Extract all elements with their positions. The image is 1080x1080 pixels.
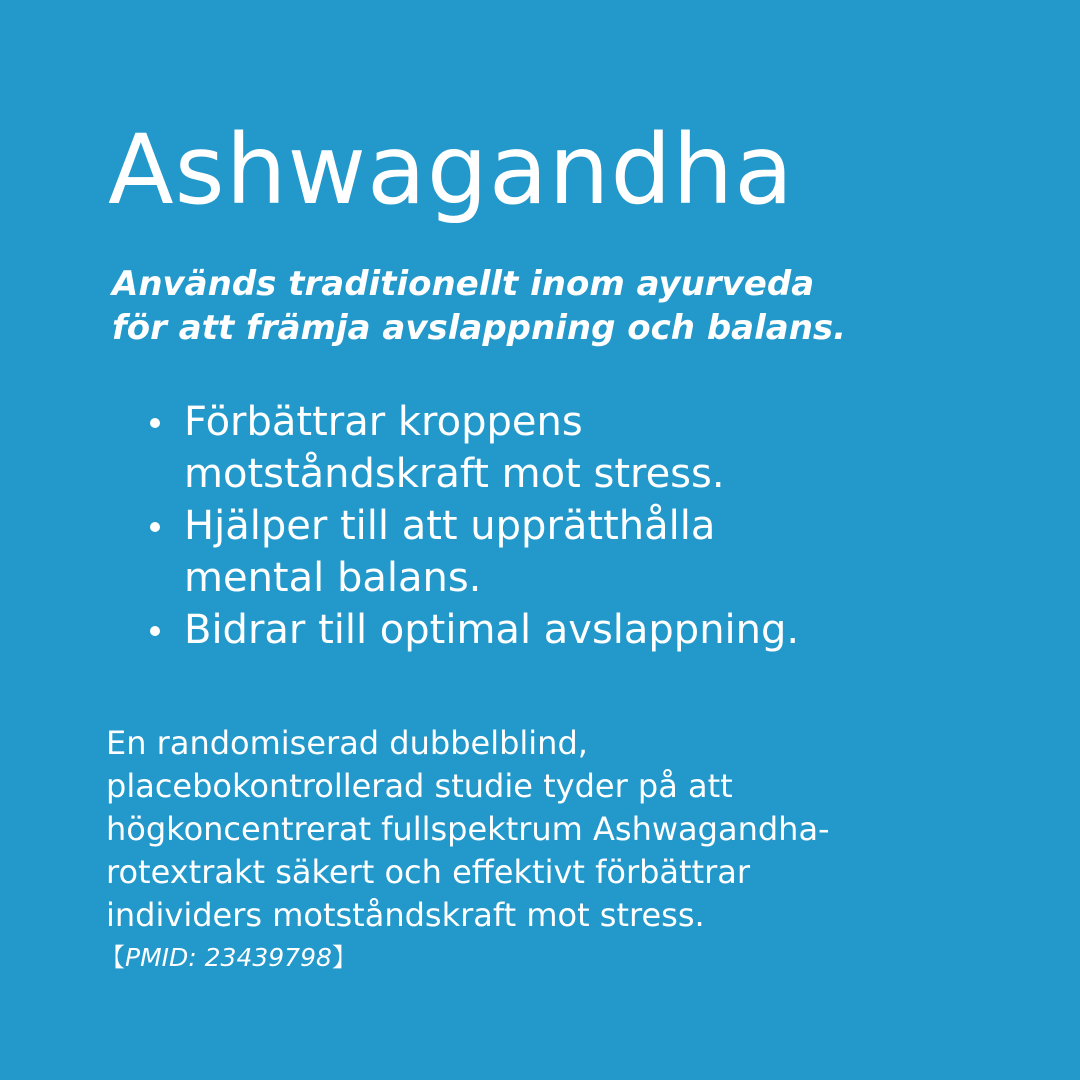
subtitle-line-2: för att främja avslappning och balans. [112, 308, 847, 348]
study-line: En randomiserad dubbelblind, [106, 724, 588, 762]
pmid-reference: PMID: 23439798 [125, 943, 332, 972]
citation-open-bracket: 【 [100, 943, 126, 972]
benefit-list [146, 396, 1026, 656]
study-line: rotextrakt säkert och effektivt förbättrar [106, 853, 751, 891]
study-description [106, 722, 1006, 937]
page-title: Ashwagandha [108, 114, 795, 226]
benefit-line: mental balans. [184, 555, 482, 601]
bullet-dot-icon [150, 626, 160, 636]
benefit-item-stress [146, 396, 1026, 500]
benefit-line: Hjälper till att upprätthålla [184, 503, 716, 549]
benefit-line: motståndskraft mot stress. [184, 451, 725, 497]
bullet-dot-icon [150, 418, 160, 428]
study-line: placebokontrollerad studie tyder på att [106, 767, 733, 805]
benefit-item-relaxation [146, 604, 1026, 656]
subtitle [112, 262, 846, 350]
subtitle-line-1: Används traditionellt inom ayurveda [112, 264, 815, 304]
bullet-dot-icon [150, 522, 160, 532]
citation-close-bracket: 】 [331, 943, 357, 972]
study-line: individers motståndskraft mot stress. [106, 896, 705, 934]
benefit-line: Förbättrar kroppens [184, 399, 583, 445]
benefit-item-balance [146, 500, 1026, 604]
citation [100, 940, 357, 976]
benefit-line: Bidrar till optimal avslappning. [184, 607, 800, 653]
study-line: högkoncentrerat fullspektrum Ashwagandha- [106, 810, 830, 848]
